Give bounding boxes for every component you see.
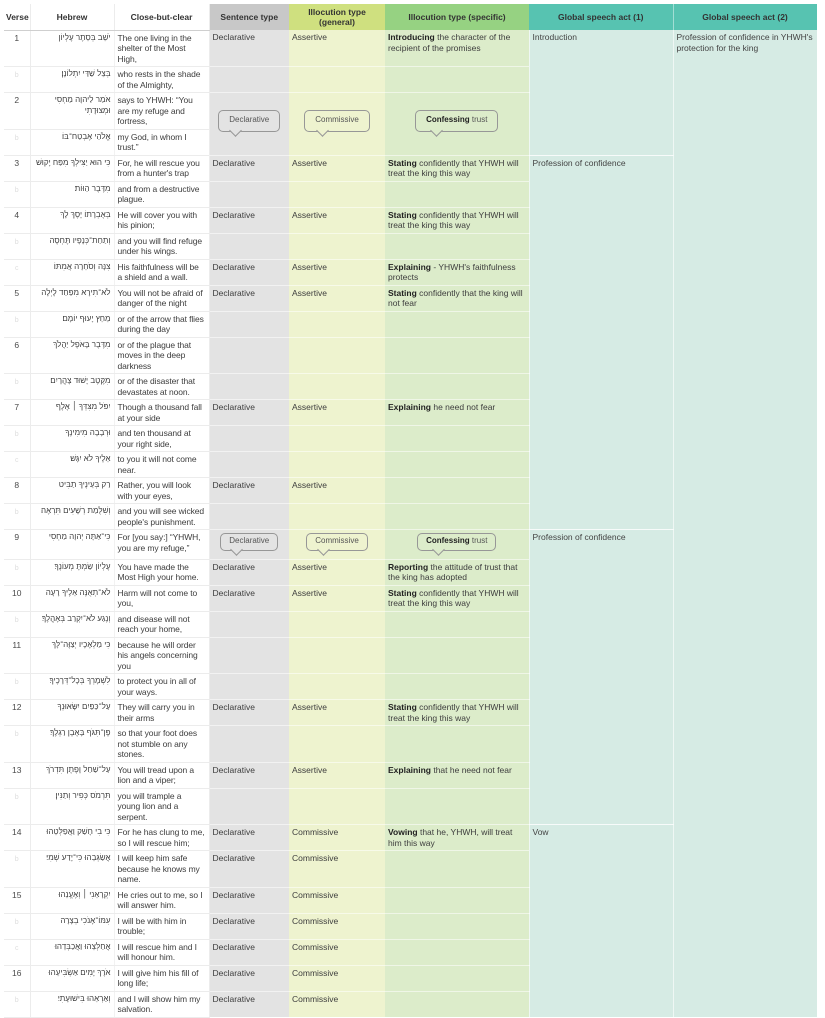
cell-hebrew: וּרְבָבָה מִימִינֶךָ xyxy=(30,426,114,452)
cell-hebrew: וְאַרְאֵהוּ בִּישׁוּעָתִי׃ xyxy=(30,991,114,1017)
cell-close-but-clear: His faithfulness will be a shield and a wall. xyxy=(114,259,209,285)
bubble-label-bold: Confessing xyxy=(426,536,470,545)
column-header-verse: Verse xyxy=(4,4,30,30)
cell-illocution-specific: Stating confidently that YHWH will treat the king this way xyxy=(385,207,529,233)
cell-close-but-clear: Rather, you will look with your eyes, xyxy=(114,478,209,504)
cell-hebrew: אֹרֶךְ יָמִים אַשְׂבִּיעֵהוּ xyxy=(30,965,114,991)
cell-verse-number xyxy=(4,611,30,637)
cell-close-but-clear: and you will see wicked people's punishment. xyxy=(114,504,209,530)
cell-illocution-general: Commissive xyxy=(289,965,385,991)
cell-illocution-specific xyxy=(385,674,529,700)
bubble-label: Declarative xyxy=(229,115,270,124)
cell-hebrew: בְּאֶבְרָתוֹ יָסֶךְ לָךְ xyxy=(30,207,114,233)
verse-subline-marker: b xyxy=(14,679,19,686)
cell-verse-number xyxy=(4,559,30,585)
header-row xyxy=(4,4,817,30)
cell-verse-number: 10 xyxy=(4,585,30,611)
cell-close-but-clear: and you will find refuge under his wings. xyxy=(114,233,209,259)
cell-sentence-type xyxy=(209,93,289,156)
cell-illocution-general xyxy=(289,311,385,337)
cell-close-but-clear: who rests in the shade of the Almighty, xyxy=(114,67,209,93)
bubble-label: Commissive xyxy=(315,115,359,124)
cell-illocution-specific: Stating confidently that YHWH will treat the king this way xyxy=(385,585,529,611)
speech-act-table xyxy=(4,4,818,1018)
cell-close-but-clear: Harm will not come to you, xyxy=(114,585,209,611)
cell-verse-number xyxy=(4,991,30,1017)
illocution-specific-keyword: Explaining xyxy=(388,261,431,272)
cell-illocution-specific xyxy=(385,637,529,674)
cell-close-but-clear: and from a destructive plague. xyxy=(114,181,209,207)
cell-sentence-type: Declarative xyxy=(209,30,289,67)
verse-subline-marker: b xyxy=(14,856,19,863)
cell-illocution-general xyxy=(289,611,385,637)
cell-hebrew: וְתַחַת־כְּנָפָיו תֶּחְסֶה xyxy=(30,233,114,259)
cell-illocution-general: Assertive xyxy=(289,155,385,181)
cell-illocution-specific xyxy=(385,965,529,991)
verse-subline-marker: b xyxy=(14,134,19,142)
cell-close-but-clear: I will rescue him and I will honour him. xyxy=(114,939,209,965)
cell-hebrew: כִּי־אַתָּה יְהוָה מַחְסִי xyxy=(30,530,114,560)
cell-illocution-general xyxy=(289,530,385,560)
cell-close-but-clear: He cries out to me, so I will answer him. xyxy=(114,887,209,913)
cell-verse-number xyxy=(4,452,30,478)
cell-sentence-type: Declarative xyxy=(209,991,289,1017)
cell-sentence-type: Declarative xyxy=(209,939,289,965)
cell-illocution-specific xyxy=(385,337,529,374)
cell-sentence-type: Declarative xyxy=(209,965,289,991)
cell-close-but-clear: and ten thousand at your right side, xyxy=(114,426,209,452)
cell-hebrew: מִקֶּטֶב יָשׁוּד צָהֳרָיִם׃ xyxy=(30,374,114,400)
cell-close-but-clear: You have made the Most High your home. xyxy=(114,559,209,585)
cell-illocution-specific xyxy=(385,374,529,400)
cell-close-but-clear: Though a thousand fall at your side xyxy=(114,400,209,426)
bubble-label: trust xyxy=(469,115,488,124)
verse-subline-marker: b xyxy=(14,72,19,79)
cell-close-but-clear: so that your foot does not stumble on any stones. xyxy=(114,726,209,763)
cell-illocution-general: Assertive xyxy=(289,762,385,788)
cell-sentence-type: Declarative xyxy=(209,155,289,181)
cell-sentence-type xyxy=(209,374,289,400)
cell-illocution-general: Commissive xyxy=(289,851,385,888)
cell-illocution-specific xyxy=(385,478,529,504)
cell-hebrew: עֶלְיוֹן שַׂמְתָּ מְעוֹנֶךָ׃ xyxy=(30,559,114,585)
cell-verse-number xyxy=(4,851,30,888)
cell-sentence-type xyxy=(209,637,289,674)
cell-sentence-type: Declarative xyxy=(209,825,289,851)
cell-illocution-general xyxy=(289,67,385,93)
cell-sentence-type: Declarative xyxy=(209,207,289,233)
cell-sentence-type xyxy=(209,611,289,637)
bubble-label: trust xyxy=(469,536,488,545)
cell-illocution-specific xyxy=(385,788,529,825)
illocution-specific-keyword: Stating xyxy=(388,209,417,220)
cell-close-but-clear: to you it will not come near. xyxy=(114,452,209,478)
cell-verse-number: 16 xyxy=(4,965,30,991)
cell-verse-number: 15 xyxy=(4,887,30,913)
verse-subline-marker: b xyxy=(14,186,19,194)
cell-verse-number xyxy=(4,181,30,207)
illocution-specific-keyword: Explaining xyxy=(388,764,431,775)
cell-hebrew: צִנָּה וְסֹחֵרָה אֲמִתּוֹ׃ xyxy=(30,259,114,285)
cell-sentence-type xyxy=(209,67,289,93)
cell-sentence-type xyxy=(209,788,289,825)
cell-illocution-general xyxy=(289,452,385,478)
cell-illocution-specific xyxy=(385,887,529,913)
column-header-illocution-general: Illocution type (general) xyxy=(289,4,385,30)
cell-verse-number xyxy=(4,913,30,939)
cell-verse-number: 5 xyxy=(4,285,30,311)
cell-hebrew: יֹשֵׁב בְּסֵתֶר עֶלְיוֹן xyxy=(30,30,114,67)
cell-sentence-type: Declarative xyxy=(209,700,289,726)
cell-illocution-general xyxy=(289,637,385,674)
cell-verse-number xyxy=(4,726,30,763)
cell-sentence-type xyxy=(209,452,289,478)
speech-bubble xyxy=(220,533,278,551)
cell-verse-number xyxy=(4,788,30,825)
cell-sentence-type xyxy=(209,530,289,560)
cell-global-speech-act-1: Vow xyxy=(529,825,673,1018)
cell-illocution-general: Commissive xyxy=(289,939,385,965)
cell-sentence-type xyxy=(209,311,289,337)
cell-close-but-clear: my God, in whom I trust.” xyxy=(114,129,209,155)
cell-verse-number: 14 xyxy=(4,825,30,851)
cell-sentence-type: Declarative xyxy=(209,851,289,888)
cell-verse-number xyxy=(4,504,30,530)
cell-illocution-specific xyxy=(385,93,529,156)
verse-subline-marker: c xyxy=(15,264,19,272)
cell-sentence-type: Declarative xyxy=(209,913,289,939)
cell-hebrew: כִּי מַלְאָכָיו יְצַוֶּה־לָּךְ xyxy=(30,637,114,674)
speech-bubble xyxy=(417,533,496,551)
cell-illocution-general xyxy=(289,181,385,207)
cell-illocution-specific xyxy=(385,530,529,560)
illocution-specific-keyword: Introducing xyxy=(388,32,435,42)
cell-illocution-general: Assertive xyxy=(289,30,385,67)
cell-close-but-clear: You will not be afraid of danger of the night xyxy=(114,285,209,311)
cell-sentence-type xyxy=(209,337,289,374)
verse-subline-marker: b xyxy=(14,564,19,572)
cell-verse-number xyxy=(4,939,30,965)
cell-sentence-type: Declarative xyxy=(209,585,289,611)
cell-verse-number: 6 xyxy=(4,337,30,374)
cell-verse-number: 12 xyxy=(4,700,30,726)
cell-illocution-specific xyxy=(385,311,529,337)
illocution-specific-keyword: Stating xyxy=(388,157,417,168)
cell-illocution-specific: Stating confidently that YHWH will treat the king this way xyxy=(385,700,529,726)
speech-bubble xyxy=(415,110,498,132)
cell-illocution-specific: Reporting the attitude of trust that the king has adopted xyxy=(385,559,529,585)
verse-subline-marker: b xyxy=(14,379,19,386)
cell-hebrew: אֲחַלְּצֵהוּ וַאֲכַבְּדֵהוּ׃ xyxy=(30,939,114,965)
cell-hebrew: וְנֶגַע לֹא־יִקְרַב בְּאָהֳלֶךָ׃ xyxy=(30,611,114,637)
cell-global-speech-act-1: Profession of confidence xyxy=(529,155,673,530)
bubble-label-bold: Confessing xyxy=(426,115,470,124)
cell-hebrew: עַל־כַּפַּיִם יִשָּׂאוּנְךָ xyxy=(30,700,114,726)
column-header-global-speech-act-1: Global speech act (1) xyxy=(529,4,673,30)
cell-verse-number: 8 xyxy=(4,478,30,504)
cell-verse-number: 11 xyxy=(4,637,30,674)
cell-verse-number: 7 xyxy=(4,400,30,426)
cell-hebrew: כִּי הוּא יַצִּילְךָ מִפַּח יָקוּשׁ xyxy=(30,155,114,181)
column-header-sentence-type: Sentence type xyxy=(209,4,289,30)
cell-illocution-specific: Explaining - YHWH's faithfulness protects xyxy=(385,259,529,285)
cell-hebrew: תִּרְמֹס כְּפִיר וְתַנִּין׃ xyxy=(30,788,114,825)
cell-hebrew: לֹא־תְאֻנֶּה אֵלֶיךָ רָעָה xyxy=(30,585,114,611)
cell-illocution-general xyxy=(289,337,385,374)
cell-sentence-type xyxy=(209,426,289,452)
cell-illocution-general: Assertive xyxy=(289,478,385,504)
cell-hebrew: אֲשַׂגְּבֵהוּ כִּי־יָדַע שְׁמִי׃ xyxy=(30,851,114,888)
cell-illocution-specific xyxy=(385,939,529,965)
cell-close-but-clear: I will keep him safe because he knows my name. xyxy=(114,851,209,888)
cell-close-but-clear: or of the disaster that devastates at noon. xyxy=(114,374,209,400)
cell-sentence-type: Declarative xyxy=(209,762,289,788)
cell-hebrew: לִשְׁמָרְךָ בְּכָל־דְּרָכֶיךָ׃ xyxy=(30,674,114,700)
cell-sentence-type: Declarative xyxy=(209,259,289,285)
cell-global-speech-act-2: Profession of confidence in YHWH's protection for the king xyxy=(673,30,817,1017)
verse-subline-marker: b xyxy=(14,793,19,801)
column-header-global-speech-act-2: Global speech act (2) xyxy=(673,4,817,30)
cell-hebrew: מֵחֵץ יָעוּף יוֹמָם׃ xyxy=(30,311,114,337)
cell-illocution-specific: Introducing the character of the recipient of the promises xyxy=(385,30,529,67)
illocution-specific-keyword: Explaining xyxy=(388,402,431,412)
cell-sentence-type: Declarative xyxy=(209,559,289,585)
cell-illocution-general: Commissive xyxy=(289,825,385,851)
cell-verse-number: 9 xyxy=(4,530,30,560)
verse-subline-marker: b xyxy=(14,509,19,516)
cell-sentence-type xyxy=(209,504,289,530)
cell-illocution-specific xyxy=(385,233,529,259)
verse-subline-marker: b xyxy=(14,616,19,624)
cell-hebrew: יִפֹּל מִצִּדְּךָ ׀ אֶלֶף xyxy=(30,400,114,426)
cell-close-but-clear: You will tread upon a lion and a viper; xyxy=(114,762,209,788)
cell-verse-number: 1 xyxy=(4,30,30,67)
cell-close-but-clear: and I will show him my salvation. xyxy=(114,991,209,1017)
cell-close-but-clear: says to YHWH: “You are my refuge and fortress, xyxy=(114,93,209,130)
cell-hebrew: לֹא־תִירָא מִפַּחַד לָיְלָה xyxy=(30,285,114,311)
cell-verse-number xyxy=(4,311,30,337)
table-row xyxy=(4,30,817,67)
cell-verse-number xyxy=(4,259,30,285)
cell-illocution-general: Assertive xyxy=(289,559,385,585)
speech-bubble xyxy=(306,533,368,551)
cell-illocution-general: Assertive xyxy=(289,700,385,726)
cell-illocution-specific: Stating confidently that the king will not fear xyxy=(385,285,529,311)
cell-close-but-clear: and disease will not reach your home, xyxy=(114,611,209,637)
cell-illocution-specific xyxy=(385,504,529,530)
cell-hebrew: וְשִׁלֻּמַת רְשָׁעִים תִּרְאֶה׃ xyxy=(30,504,114,530)
cell-verse-number xyxy=(4,674,30,700)
cell-close-but-clear: to protect you in all of your ways. xyxy=(114,674,209,700)
bubble-label: Commissive xyxy=(315,536,359,545)
illocution-specific-keyword: Stating xyxy=(388,287,417,298)
cell-verse-number: 13 xyxy=(4,762,30,788)
cell-illocution-general: Assertive xyxy=(289,207,385,233)
cell-close-but-clear: I will be with him in trouble; xyxy=(114,913,209,939)
cell-illocution-specific xyxy=(385,181,529,207)
speech-bubble xyxy=(218,110,280,132)
cell-verse-number xyxy=(4,426,30,452)
cell-close-but-clear: He will cover you with his pinion; xyxy=(114,207,209,233)
cell-close-but-clear: or of the plague that moves in the deep darkness xyxy=(114,337,209,374)
verse-subline-marker: b xyxy=(14,316,19,324)
cell-sentence-type xyxy=(209,233,289,259)
cell-hebrew: יִקְרָאֵנִי ׀ וְאֶעֱנֵהוּ xyxy=(30,887,114,913)
cell-sentence-type xyxy=(209,674,289,700)
cell-verse-number xyxy=(4,374,30,400)
cell-hebrew: עִמּוֹ־אָנֹכִי בְצָרָה xyxy=(30,913,114,939)
cell-sentence-type xyxy=(209,181,289,207)
cell-hebrew: אֹמַר לַיהוָה מַחְסִי וּמְצוּדָתִי xyxy=(30,93,114,130)
bubble-label: Declarative xyxy=(229,536,270,545)
speech-bubble xyxy=(304,110,370,132)
column-header-illocution-specific: Illocution type (specific) xyxy=(385,4,529,30)
illocution-specific-keyword: Stating xyxy=(388,702,417,712)
cell-illocution-specific: Vowing that he, YHWH, will treat him this way xyxy=(385,825,529,851)
verse-subline-marker: b xyxy=(14,431,19,438)
cell-verse-number xyxy=(4,129,30,155)
cell-hebrew: פֶּן־תִּגֹּף בָּאֶבֶן רַגְלֶךָ׃ xyxy=(30,726,114,763)
cell-illocution-specific xyxy=(385,67,529,93)
illocution-specific-keyword: Reporting xyxy=(388,561,429,572)
cell-illocution-general xyxy=(289,426,385,452)
cell-illocution-specific xyxy=(385,726,529,763)
cell-close-but-clear: I will give him his fill of long life; xyxy=(114,965,209,991)
cell-hebrew: בְּצֵל שַׁדַּי יִתְלוֹנָן׃ xyxy=(30,67,114,93)
cell-hebrew: אֱלֹהַי אֶבְטַח־בּוֹ׃ xyxy=(30,129,114,155)
cell-hebrew: רַק בְּעֵינֶיךָ תַבִּיט xyxy=(30,478,114,504)
cell-hebrew: מִדֶּבֶר הַוּוֹת׃ xyxy=(30,181,114,207)
cell-close-but-clear: For [you say:] “YHWH, you are my refuge,” xyxy=(114,530,209,560)
column-header-hebrew: Hebrew xyxy=(30,4,114,30)
cell-close-but-clear: because he will order his angels concerning you xyxy=(114,637,209,674)
cell-hebrew: אֵלֶיךָ לֹא יִגָּשׁ׃ xyxy=(30,452,114,478)
cell-verse-number: 4 xyxy=(4,207,30,233)
cell-close-but-clear: The one living in the shelter of the Most High, xyxy=(114,30,209,67)
cell-illocution-specific: Stating confidently that YHWH will treat the king this way xyxy=(385,155,529,181)
cell-verse-number xyxy=(4,233,30,259)
cell-sentence-type: Declarative xyxy=(209,400,289,426)
cell-illocution-general xyxy=(289,726,385,763)
cell-illocution-general: Commissive xyxy=(289,887,385,913)
verse-subline-marker: b xyxy=(14,731,19,738)
cell-hebrew: עַל־שַׁחַל וָפֶתֶן תִּדְרֹךְ xyxy=(30,762,114,788)
cell-verse-number: 3 xyxy=(4,155,30,181)
cell-illocution-specific xyxy=(385,991,529,1017)
cell-close-but-clear: For he has clung to me, so I will rescue him; xyxy=(114,825,209,851)
cell-illocution-general: Commissive xyxy=(289,913,385,939)
cell-global-speech-act-1: Profession of confidence xyxy=(529,530,673,825)
cell-illocution-specific: Explaining he need not fear xyxy=(385,400,529,426)
cell-verse-number: 2 xyxy=(4,93,30,130)
cell-illocution-specific xyxy=(385,452,529,478)
cell-hebrew: כִּי בִי חָשַׁק וַאֲפַלְּטֵהוּ xyxy=(30,825,114,851)
cell-illocution-general: Assertive xyxy=(289,400,385,426)
cell-hebrew: מִדֶּבֶר בָּאֹפֶל יַהֲלֹךְ xyxy=(30,337,114,374)
cell-illocution-general: Assertive xyxy=(289,285,385,311)
cell-illocution-specific xyxy=(385,851,529,888)
cell-close-but-clear: you will trample a young lion and a serpent. xyxy=(114,788,209,825)
illocution-specific-keyword: Vowing xyxy=(388,827,418,837)
cell-global-speech-act-1: Introduction xyxy=(529,30,673,155)
cell-illocution-general xyxy=(289,233,385,259)
cell-illocution-general xyxy=(289,504,385,530)
cell-illocution-specific xyxy=(385,913,529,939)
cell-illocution-specific xyxy=(385,611,529,637)
cell-illocution-general: Commissive xyxy=(289,991,385,1017)
cell-verse-number xyxy=(4,67,30,93)
cell-sentence-type: Declarative xyxy=(209,887,289,913)
cell-close-but-clear: For, he will rescue you from a hunter's trap xyxy=(114,155,209,181)
cell-sentence-type xyxy=(209,726,289,763)
cell-close-but-clear: or of the arrow that flies during the day xyxy=(114,311,209,337)
cell-illocution-general xyxy=(289,674,385,700)
verse-subline-marker: c xyxy=(15,457,19,464)
verse-subline-marker: c xyxy=(15,944,19,952)
cell-illocution-general: Assertive xyxy=(289,585,385,611)
cell-illocution-general: Assertive xyxy=(289,259,385,285)
cell-sentence-type: Declarative xyxy=(209,478,289,504)
cell-illocution-general xyxy=(289,93,385,156)
verse-subline-marker: b xyxy=(14,238,19,246)
cell-close-but-clear: They will carry you in their arms xyxy=(114,700,209,726)
verse-subline-marker: b xyxy=(14,996,19,1004)
column-header-close-but-clear: Close-but-clear xyxy=(114,4,209,30)
cell-illocution-general xyxy=(289,788,385,825)
cell-illocution-general xyxy=(289,374,385,400)
cell-sentence-type: Declarative xyxy=(209,285,289,311)
cell-illocution-specific xyxy=(385,426,529,452)
verse-subline-marker: b xyxy=(14,918,19,926)
cell-illocution-specific: Explaining that he need not fear xyxy=(385,762,529,788)
illocution-specific-keyword: Stating xyxy=(388,587,417,598)
